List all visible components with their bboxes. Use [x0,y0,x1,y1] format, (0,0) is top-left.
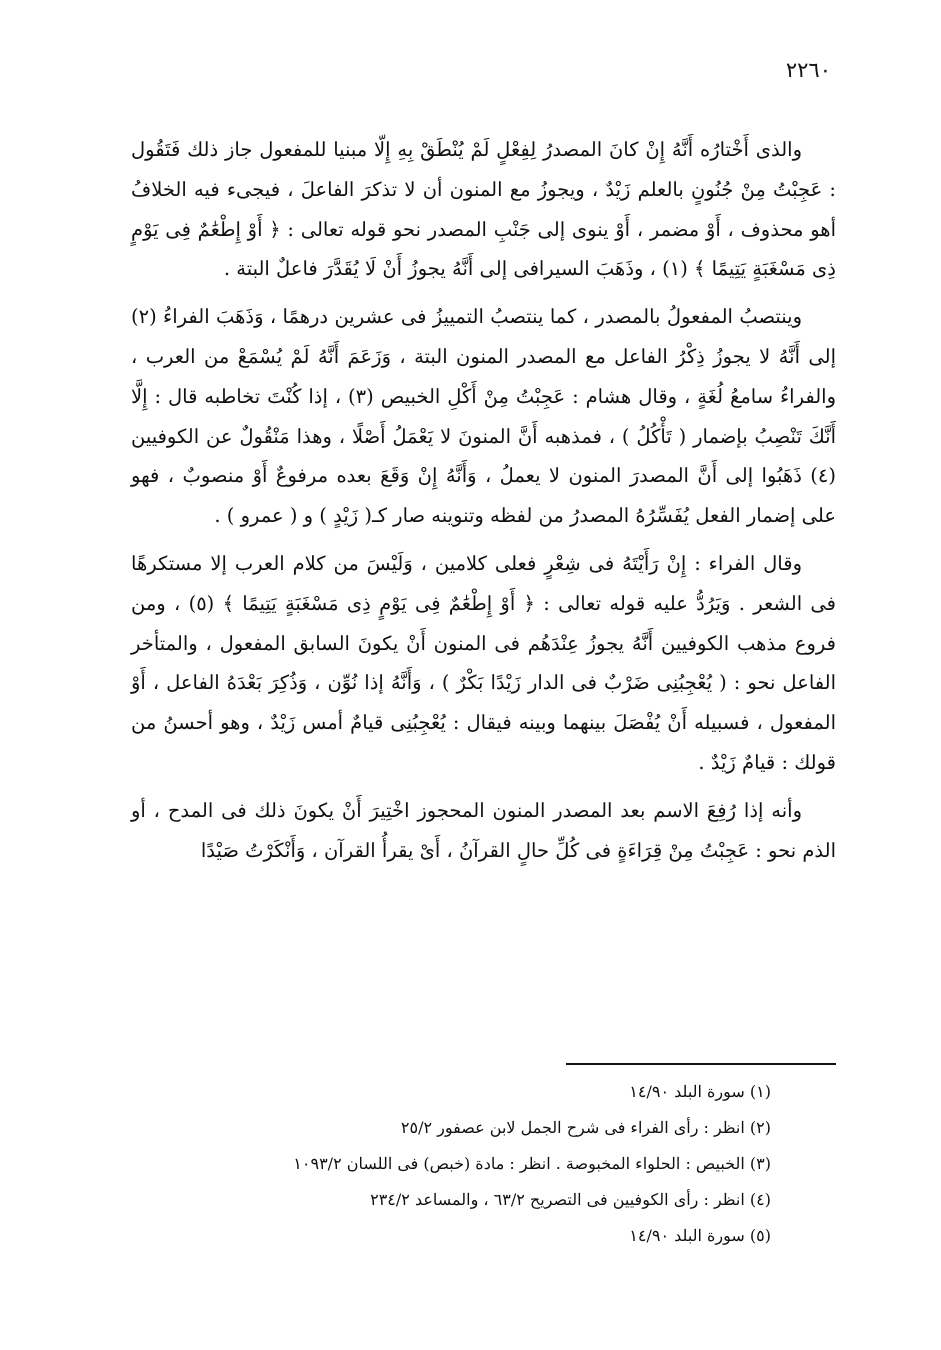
body-text [131,130,836,870]
paragraph: وينتصبُ المفعولُ بالمصدر ، كما ينتصبُ التمييزُ فى عشرين درهمًا ، وَذَهَبَ الفراءُ (٢) إلى أَنَّهُ لا يجوزُ ذِكْرُ الفاعل مع المصدر المنون البتة ، وَزَعَمَ أَنَّهُ لَمْ يُسْمَعْ من العرب ، والفراءُ سامعُ لُغَةٍ ، وقال هشام : عَجِبْتُ مِنْ أَكْلِ الخبيص (٣) ، إذا كُنْتَ تخاطبه قال : إِلَّا أَنَّكَ تَنْصِبُ بإضمار ( تَأْكُلُ ) ، فمذهبه أَنَّ المنونَ لا يَعْمَلُ أَصْلًا ، وهذا مَنْقُولٌ عن الكوفيين (٤) ذَهَبُوا إلى أَنَّ المصدرَ المنون لا يعملُ ، وَأَنَّهُ إِنْ وَقَعَ بعده مرفوعٌ أَوْ منصوبٌ ، فهو على إضمار الفعل يُفَسِّرُهُ المصدرُ من لفظه وتنوينه صار كـ( زَيْدٍ ) و ( عمرو ) . [131,305,836,528]
paragraph: والذى أَخْتارُه أَنَّهُ إِنْ كانَ المصدرُ لِفِعْلٍ لَمْ يُنْطَقْ بِهِ إِلّا مبنيا للمفعول جاز ذلك فَتَقُول : عَجِبْتُ مِنْ جُنُونٍ بالعلم زَيْدٌ ، ويجوزُ مع المنون أن لا تذكرَ الفاعلَ ، فيجىء فيه الخلافُ أهو محذوف ، أَوْ مضمر ، أَوْ ينوى إلى جَنْبِ المصدر نحو قوله تعالى : ﴿ أَوْ إِطْعَٰمٌ فِى يَوْمٍ ذِى مَسْغَبَةٍ يَتِيمًا ﴾ (١) ، وذَهَبَ السيرافى إلى أَنَّهُ يجوزُ أَنْ لَا يُقَدَّرَ فاعلٌ البتة . [131,138,836,281]
footnote: (٣) الخبيص : الحلواء المخبوصة . انظر : مادة (خبص) فى اللسان ١٠٩٣/٢ [293,1154,771,1173]
footnotes [171,1074,771,1254]
footnote-separator [566,1063,836,1065]
footnote: (٥) سورة البلد ١٤/٩٠ [629,1226,771,1245]
footnote: (٤) انظر : رأى الكوفيين فى التصريح ٦٣/٢ ، والمساعد ٢٣٤/٢ [370,1190,771,1209]
page-number: ٢٢٦٠ [785,58,831,82]
footnote: (٢) انظر : رأى الفراء فى شرح الجمل لابن عصفور ٢٥/٢ [400,1118,771,1137]
paragraph: وأنه إذا رُفِعَ الاسم بعد المصدر المنون المحجوز اخْتِيرَ أَنْ يكونَ ذلك فى المدح ، أو الذم نحو : عَجِبْتُ مِنْ قِرَاءَةٍ فى كُلِّ حالٍ القرآنُ ، أَىْ يقرأُ القرآن ، وَأَنْكَرْتُ صَيْدًا [131,798,836,862]
footnote: (١) سورة البلد ١٤/٩٠ [629,1082,771,1101]
paragraph: وقال الفراء : إِنْ رَأَيْتَهُ فى شِعْرٍ فعلى كلامين ، وَلَيْسَ من كلام العرب إلا مستكرهًا فى الشعر . وَيَرُدُّ عليه قوله تعالى : ﴿ أَوْ إِطْعَٰمٌ فِى يَوْمٍ ذِى مَسْغَبَةٍ يَتِيمًا ﴾ (٥) ، ومن فروع مذهب الكوفيين أَنَّهُ يجوزُ عِنْدَهُم فى المنون أَنْ يكونَ السابق المفعول ، والمتأخر الفاعل نحو : ( يُعْجِبُنِى ضَرْبٌ فى الدار زَيْدًا بَكْرٌ ) ، وَأَنَّهُ إذا نُوِّن ، وَذُكِرَ بَعْدَهُ الفاعل ، أَوْ المفعول ، فسبيله أَنْ يُفْصَلَ بينهما وبينه فيقال : يُعْجِبُنِى قيامٌ أمس زَيْدٌ ، وهو أحسنُ من قولك : قيامٌ زَيْدٌ . [131,551,836,774]
